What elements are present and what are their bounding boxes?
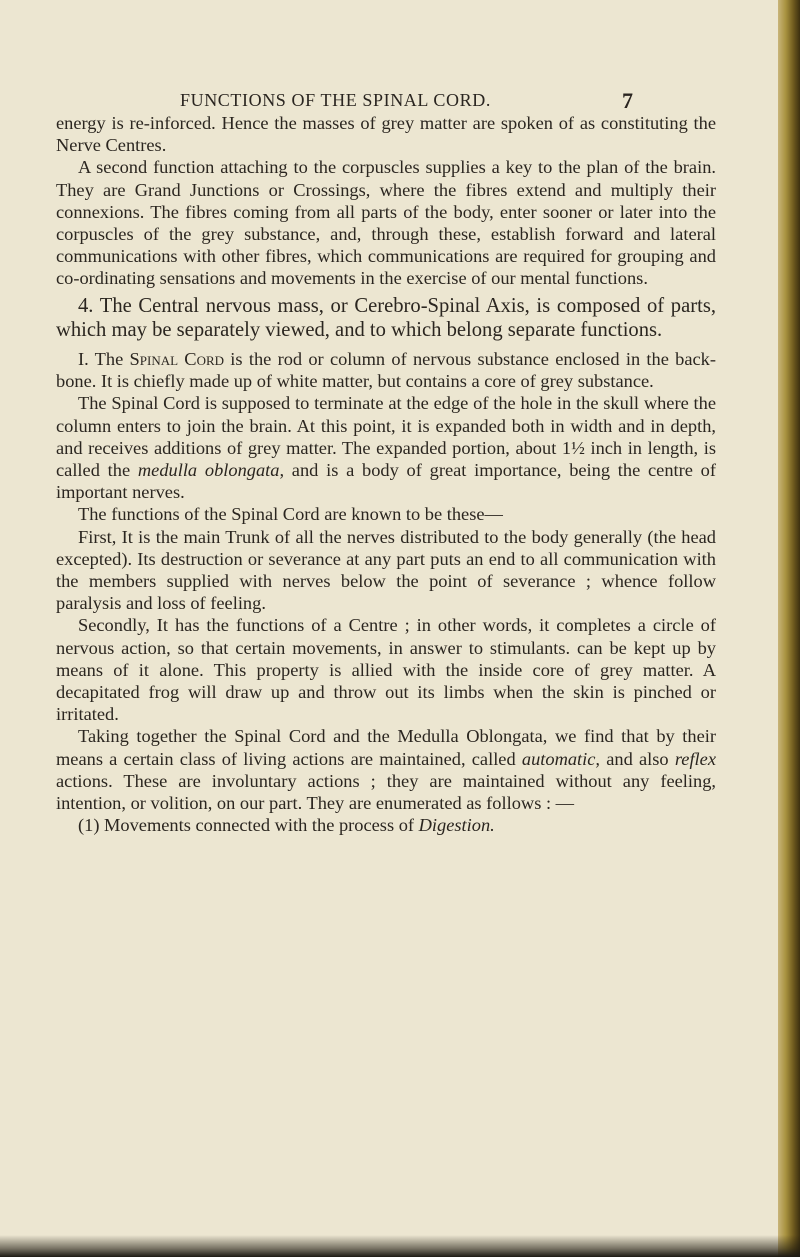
paragraph <box>56 392 716 503</box>
paragraph <box>56 348 716 392</box>
term-small-caps: Spinal Cord <box>129 349 225 370</box>
term-italic: Digestion. <box>418 815 495 836</box>
paragraph: energy is re-inforced. Hence the masses of grey matter are spoken of as constituting the Nerve Centres. <box>56 113 716 156</box>
paragraph: First, It is the main Trunk of all the nerves distributed to the body generally (the head excepted). Its destruction or severance at any part puts an end to all communication with the members supplied with nerves below the point of severance ; whence follow paralysis and loss of feeling. <box>56 526 716 614</box>
section-heading-paragraph: 4. The Central nervous mass, or Cerebro-Spinal Axis, is composed of parts, which may be separately viewed, and to which belong separate functions. <box>56 294 716 341</box>
page-header <box>0 88 778 112</box>
text-run: Taking together the Spinal Cord and the Medulla Oblongata, we find that by their means a certain class of living actions are maintained, called <box>56 726 716 769</box>
text-run: is the rod or column of nervous substance enclosed in the back-bone. It is chiefly made up of white matter, but contains a core of grey substance. <box>56 349 716 392</box>
text-run: actions. These are involuntary actions ; they are maintained without any feeling, intention, or volition, on our part. They are enumerated as follows : — <box>56 770 716 814</box>
paragraph: A second function attaching to the corpuscles supplies a key to the plan of the brain. They are Grand Junctions or Crossings, where the fibres extend and multiply their connexions. The fibres coming from all parts of the body, enter sooner or later into the corpuscles of the grey substance, and, through these, establish forward and lateral communications with other fibres, which communications are required for grouping and co-ordinating sensations and movements in the exercise of our mental functions. <box>56 157 716 289</box>
running-title: FUNCTIONS OF THE SPINAL CORD. <box>180 90 491 110</box>
term-italic: automatic, <box>521 748 601 769</box>
text-run: I. The <box>78 349 130 370</box>
text-run: and is a body of great importance, being the centre of important nerves. <box>56 460 717 503</box>
page-bottom-shadow <box>0 1235 800 1257</box>
body-text <box>56 112 716 837</box>
term-italic: medulla oblongata, <box>137 460 285 481</box>
paragraph <box>56 725 716 814</box>
text-run: The Spinal Cord is supposed to terminate at the edge of the hole in the skull where the column enters to join the brain. At this point, it is expanded both in width and in depth, and receives additions of grey matter. The expanded portion, about 1½ inch in length, is called the <box>56 393 716 481</box>
paragraph: The functions of the Spinal Cord are known to be these— <box>78 504 503 525</box>
text-run: (1) Movements connected with the process of <box>78 815 419 836</box>
page-number: 7 <box>622 88 633 113</box>
page-edge-binding <box>778 0 800 1257</box>
paragraph <box>56 814 716 836</box>
term-italic: reflex <box>674 748 716 769</box>
text-run: and also <box>600 748 675 769</box>
paragraph: Secondly, It has the functions of a Centre ; in other words, it completes a circle of nervous action, so that certain movements, in answer to stimulants. can be kept up by means of it alone. This property is allied with the inside core of grey matter. A decapitated frog will draw up and throw out its limbs when the skin is pinched or irritated. <box>56 615 716 725</box>
